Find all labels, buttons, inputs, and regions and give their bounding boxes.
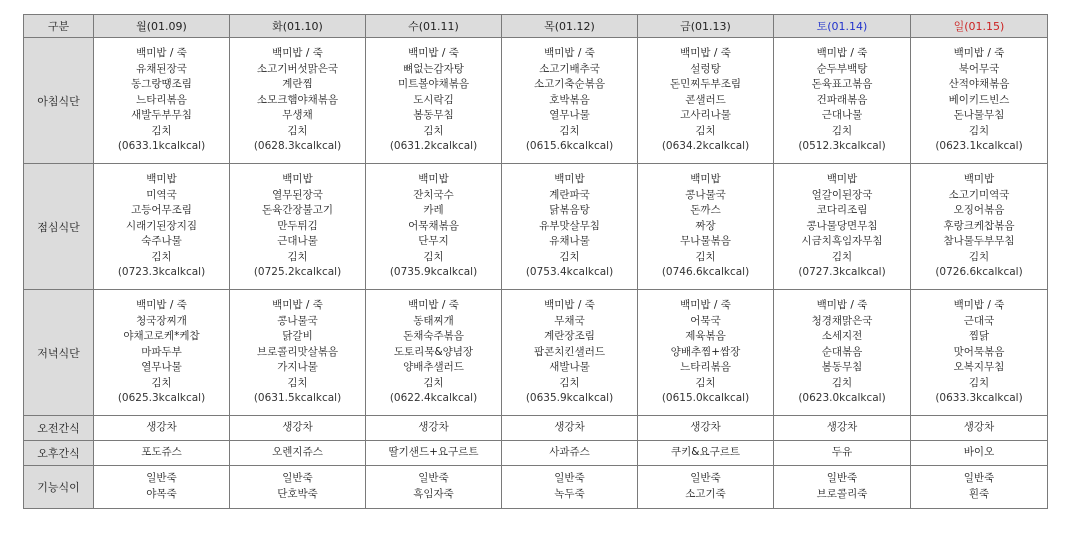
menu-item: 열무나물 xyxy=(549,109,590,122)
menu-item: 김치 xyxy=(423,250,444,263)
row-label: 점심식단 xyxy=(24,164,94,290)
menu-item: 김치 xyxy=(695,124,716,137)
menu-item: 녹두죽 xyxy=(554,488,585,500)
menu-item: 느타리볶음 xyxy=(136,93,187,106)
menu-item: 백미밥 / 죽 xyxy=(408,298,459,311)
calorie-text: (0725.2kcalkcal) xyxy=(253,266,342,279)
menu-cell xyxy=(638,164,774,290)
menu-cell xyxy=(911,441,1048,466)
menu-item: 마파두부 xyxy=(141,345,182,358)
menu-item: 백미밥 / 죽 xyxy=(136,298,187,311)
menu-item: 뼈없는감자탕 xyxy=(403,62,464,75)
menu-cell xyxy=(638,38,774,164)
calorie-text: (0727.3kcalkcal) xyxy=(798,266,886,279)
menu-item: 백미밥 xyxy=(690,172,721,185)
menu-item: 호박볶음 xyxy=(549,93,590,106)
menu-cell xyxy=(911,416,1048,441)
menu-cell xyxy=(502,416,638,441)
calorie-text: (0633.3kcalkcal) xyxy=(935,392,1023,405)
menu-item: 사과쥬스 xyxy=(549,446,590,459)
menu-cell xyxy=(94,466,230,509)
menu-cell xyxy=(94,164,230,290)
menu-item: 생강차 xyxy=(282,421,313,434)
menu-item: 김치 xyxy=(831,124,853,137)
menu-item: 김치 xyxy=(559,124,580,137)
menu-cell xyxy=(638,466,774,509)
calorie-text: (0631.2kcalkcal) xyxy=(389,140,478,153)
menu-item: 백미밥 / 죽 xyxy=(680,46,731,59)
menu-item: 흑임자죽 xyxy=(413,488,454,500)
calorie-text: (0628.3kcalkcal) xyxy=(253,140,342,153)
menu-cell xyxy=(774,466,911,509)
menu-item: 백미밥 / 죽 xyxy=(953,298,1005,311)
menu-item: 생강차 xyxy=(554,421,585,434)
menu-cell xyxy=(502,164,638,290)
menu-item: 브로콜리죽 xyxy=(816,488,868,500)
category-header: 구분 xyxy=(24,15,94,38)
menu-item: 김치 xyxy=(831,250,853,263)
menu-item: 오렌지쥬스 xyxy=(272,446,323,459)
menu-item: 카레 xyxy=(423,204,444,217)
menu-item: 짜장 xyxy=(695,219,716,232)
menu-item: 돈까스 xyxy=(690,204,721,217)
menu-item: 브로콜리맛살볶음 xyxy=(256,345,339,358)
menu-item: 건파래볶음 xyxy=(816,93,868,106)
menu-item: 백미밥 xyxy=(282,172,313,185)
menu-item: 백미밥 xyxy=(554,172,585,185)
calorie-text: (0615.0kcalkcal) xyxy=(661,392,750,405)
row-meal-1 xyxy=(24,164,1048,290)
menu-item: 시래기된장지짐 xyxy=(125,219,197,232)
calorie-text: (0726.6kcalkcal) xyxy=(935,266,1023,279)
row-label: 저녁식단 xyxy=(24,290,94,416)
menu-item: 김치 xyxy=(423,376,444,389)
table-body xyxy=(24,38,1048,509)
menu-cell xyxy=(366,290,502,416)
menu-item: 양배추찜+쌈장 xyxy=(670,345,741,358)
menu-item: 두유 xyxy=(831,446,853,459)
menu-item: 돈육표고볶음 xyxy=(811,78,873,91)
menu-item: 돈민찌두부조림 xyxy=(669,78,741,91)
menu-item: 백미밥 / 죽 xyxy=(544,46,595,59)
menu-item: 백미밥 / 죽 xyxy=(544,298,595,311)
calorie-text: (0735.9kcalkcal) xyxy=(389,266,478,279)
menu-item: 김치 xyxy=(559,250,580,263)
calorie-text: (0631.5kcalkcal) xyxy=(253,392,342,405)
menu-item: 무채국 xyxy=(554,314,585,327)
menu-item: 돈육간장불고기 xyxy=(261,204,333,217)
menu-item: 생강차 xyxy=(963,421,995,434)
menu-item: 청국장찌개 xyxy=(136,314,187,327)
menu-item: 잔치국수 xyxy=(413,188,454,201)
menu-cell xyxy=(638,290,774,416)
menu-cell xyxy=(230,466,366,509)
menu-item: 계란파국 xyxy=(549,188,590,201)
menu-item: 백미밥 xyxy=(963,172,995,185)
menu-item: 콩나물당면무침 xyxy=(806,219,878,232)
menu-item: 무나물볶음 xyxy=(680,235,731,248)
menu-item: 딸기샌드+요구르트 xyxy=(388,446,479,459)
menu-item: 김치 xyxy=(695,376,716,389)
menu-item: 무생채 xyxy=(282,109,313,122)
menu-item: 봄동무침 xyxy=(821,361,863,374)
row-snack-4 xyxy=(24,441,1048,466)
menu-item: 얼갈이된장국 xyxy=(811,188,873,201)
menu-item: 동태찌개 xyxy=(413,314,454,327)
menu-item: 단무지 xyxy=(418,235,449,248)
menu-item: 순두부백탕 xyxy=(816,62,868,75)
menu-cell xyxy=(911,164,1048,290)
menu-item: 백미밥 / 죽 xyxy=(272,298,323,311)
menu-item: 닭볶음탕 xyxy=(549,204,590,217)
menu-cell xyxy=(774,290,911,416)
menu-item: 코다리조림 xyxy=(816,204,868,217)
calorie-text: (0615.6kcalkcal) xyxy=(525,140,614,153)
menu-item: 백미밥 / 죽 xyxy=(136,46,187,59)
calorie-text: (0623.1kcalkcal) xyxy=(935,140,1023,153)
menu-item: 생강차 xyxy=(418,421,449,434)
menu-item: 일반죽 xyxy=(826,472,858,485)
menu-item: 백미밥 / 죽 xyxy=(272,46,323,59)
menu-item: 만두튀김 xyxy=(277,219,318,232)
menu-item: 소고기미역국 xyxy=(948,188,1010,201)
menu-item: 야채고로케*케찹 xyxy=(123,330,200,343)
menu-item: 베이키드빈스 xyxy=(948,93,1010,106)
menu-cell xyxy=(774,416,911,441)
menu-item: 고등어무조림 xyxy=(131,204,192,217)
menu-item: 김치 xyxy=(287,250,308,263)
menu-item: 시금치흑임자무침 xyxy=(801,235,883,248)
menu-item: 소세지전 xyxy=(821,330,863,343)
menu-item: 열무나물 xyxy=(141,361,182,374)
day-header-4: 금(01.13) xyxy=(638,15,774,38)
calorie-text: (0723.3kcalkcal) xyxy=(117,266,206,279)
menu-cell xyxy=(94,290,230,416)
menu-item: 백미밥 xyxy=(418,172,449,185)
row-meal-0 xyxy=(24,38,1048,164)
menu-item: 북어무국 xyxy=(958,62,1000,75)
menu-item: 유채된장국 xyxy=(136,62,187,75)
calorie-text: (0635.9kcalkcal) xyxy=(525,392,614,405)
menu-item: 산적야채볶음 xyxy=(948,78,1010,91)
menu-item: 백미밥 xyxy=(146,172,177,185)
calorie-text: (0746.6kcalkcal) xyxy=(661,266,750,279)
menu-cell xyxy=(94,416,230,441)
menu-item: 김치 xyxy=(287,124,308,137)
menu-item: 어묵국 xyxy=(690,314,721,327)
menu-item: 제육볶음 xyxy=(685,330,726,343)
day-header-1: 화(01.10) xyxy=(230,15,366,38)
row-meal-2 xyxy=(24,290,1048,416)
calorie-text: (0622.4kcalkcal) xyxy=(389,392,478,405)
menu-cell xyxy=(774,38,911,164)
menu-item: 백미밥 / 죽 xyxy=(680,298,731,311)
menu-item: 근대국 xyxy=(963,314,995,327)
day-header-3: 목(01.12) xyxy=(502,15,638,38)
menu-item: 생강차 xyxy=(826,421,858,434)
menu-item: 일반죽 xyxy=(554,472,585,485)
menu-item: 가지나물 xyxy=(277,361,318,374)
menu-item: 김치 xyxy=(287,376,308,389)
menu-cell xyxy=(774,441,911,466)
menu-item: 양배추샐러드 xyxy=(403,361,464,374)
menu-cell xyxy=(230,38,366,164)
menu-item: 유채나물 xyxy=(549,235,590,248)
menu-item: 봄동무침 xyxy=(413,109,454,122)
menu-item: 설렁탕 xyxy=(690,62,721,75)
menu-item: 닭갈비 xyxy=(282,330,313,343)
menu-item: 백미밥 / 죽 xyxy=(816,46,868,59)
menu-item: 청경채맑은국 xyxy=(811,314,873,327)
menu-item: 김치 xyxy=(151,250,172,263)
menu-cell xyxy=(774,164,911,290)
menu-item: 일반죽 xyxy=(690,472,721,485)
menu-cell xyxy=(366,466,502,509)
menu-cell xyxy=(911,466,1048,509)
menu-cell xyxy=(230,164,366,290)
menu-item: 콘샐러드 xyxy=(685,93,726,106)
day-header-6: 일(01.15) xyxy=(911,15,1048,38)
menu-item: 어묵채볶음 xyxy=(408,219,459,232)
menu-item: 소고기죽 xyxy=(685,488,726,500)
menu-item: 야목죽 xyxy=(146,488,177,500)
menu-item: 도시락김 xyxy=(413,93,454,106)
day-header-0: 월(01.09) xyxy=(94,15,230,38)
menu-cell xyxy=(638,416,774,441)
menu-item: 근대나물 xyxy=(277,235,318,248)
menu-item: 김치 xyxy=(151,376,172,389)
header-row xyxy=(24,15,1048,38)
menu-item: 생강차 xyxy=(146,421,177,434)
menu-item: 유부맛살무침 xyxy=(539,219,600,232)
calorie-text: (0753.4kcalkcal) xyxy=(525,266,614,279)
row-func-5 xyxy=(24,466,1048,509)
menu-item: 참나물두부무침 xyxy=(943,235,1015,248)
menu-item: 계란장조림 xyxy=(544,330,595,343)
menu-item: 일반죽 xyxy=(418,472,449,485)
menu-item: 백미밥 / 죽 xyxy=(408,46,459,59)
menu-item: 바이오 xyxy=(963,446,995,459)
menu-item: 미트볼야채볶음 xyxy=(397,78,469,91)
menu-item: 소고기축순볶음 xyxy=(533,78,605,91)
menu-item: 오징어볶음 xyxy=(953,204,1005,217)
menu-item: 일반죽 xyxy=(282,472,313,485)
menu-item: 돈채숙주볶음 xyxy=(403,330,464,343)
row-label: 기능식이 xyxy=(24,466,94,509)
menu-cell xyxy=(94,441,230,466)
menu-item: 팝콘치킨샐러드 xyxy=(533,345,605,358)
menu-cell xyxy=(366,416,502,441)
menu-item: 근대나물 xyxy=(821,109,863,122)
menu-item: 새발나물 xyxy=(549,361,590,374)
menu-item: 일반죽 xyxy=(963,472,995,485)
menu-item: 콩나물국 xyxy=(685,188,726,201)
menu-item: 포도쥬스 xyxy=(141,446,182,459)
menu-item: 백미밥 / 죽 xyxy=(953,46,1005,59)
menu-item: 콩나물국 xyxy=(277,314,318,327)
row-label: 오후간식 xyxy=(24,441,94,466)
menu-item: 동그랑땡조림 xyxy=(131,78,192,91)
menu-item: 순대볶음 xyxy=(821,345,863,358)
menu-cell xyxy=(366,441,502,466)
day-header-5: 토(01.14) xyxy=(774,15,911,38)
menu-item: 김치 xyxy=(695,250,716,263)
menu-item: 새발두부무침 xyxy=(131,109,192,122)
menu-item: 돈나물무침 xyxy=(953,109,1005,122)
menu-cell xyxy=(230,290,366,416)
day-header-2: 수(01.11) xyxy=(366,15,502,38)
calorie-text: (0625.3kcalkcal) xyxy=(117,392,206,405)
menu-cell xyxy=(911,290,1048,416)
menu-cell xyxy=(230,416,366,441)
menu-item: 김치 xyxy=(831,376,853,389)
menu-item: 김치 xyxy=(968,250,990,263)
menu-item: 백미밥 xyxy=(826,172,858,185)
menu-item: 계란찜 xyxy=(282,78,313,91)
menu-item: 소모크햄야채볶음 xyxy=(256,93,339,106)
menu-cell xyxy=(502,441,638,466)
menu-cell xyxy=(502,290,638,416)
menu-cell xyxy=(911,38,1048,164)
menu-item: 찜닭 xyxy=(968,330,990,343)
menu-cell xyxy=(94,38,230,164)
menu-item: 생강차 xyxy=(690,421,721,434)
menu-item: 숙주나물 xyxy=(141,235,182,248)
row-label: 오전간식 xyxy=(24,416,94,441)
row-label: 아침식단 xyxy=(24,38,94,164)
menu-item: 오복지무침 xyxy=(953,361,1005,374)
menu-item: 김치 xyxy=(423,124,444,137)
menu-item: 도토리묵&양념장 xyxy=(393,345,474,358)
row-snack-3 xyxy=(24,416,1048,441)
menu-item: 느타리볶음 xyxy=(680,361,731,374)
menu-item: 후랑크케찹볶음 xyxy=(943,219,1015,232)
menu-item: 소고기버섯맑은국 xyxy=(256,62,339,75)
menu-cell xyxy=(502,38,638,164)
menu-cell xyxy=(366,38,502,164)
menu-item: 백미밥 / 죽 xyxy=(816,298,868,311)
calorie-text: (0623.0kcalkcal) xyxy=(798,392,886,405)
menu-cell xyxy=(366,164,502,290)
menu-item: 일반죽 xyxy=(146,472,177,485)
menu-item: 소고기배추국 xyxy=(539,62,600,75)
calorie-text: (0634.2kcalkcal) xyxy=(661,140,750,153)
menu-cell xyxy=(638,441,774,466)
menu-item: 김치 xyxy=(151,124,172,137)
menu-item: 미역국 xyxy=(146,188,177,201)
menu-item: 김치 xyxy=(968,376,990,389)
menu-item: 쿠키&요구르트 xyxy=(670,446,741,459)
weekly-menu-table xyxy=(23,14,1048,509)
menu-item: 맛어묵볶음 xyxy=(953,345,1005,358)
calorie-text: (0633.1kcalkcal) xyxy=(117,140,206,153)
menu-item: 김치 xyxy=(968,124,990,137)
menu-item: 고사리나물 xyxy=(680,109,731,122)
menu-cell xyxy=(230,441,366,466)
calorie-text: (0512.3kcalkcal) xyxy=(798,140,886,153)
menu-item: 김치 xyxy=(559,376,580,389)
menu-cell xyxy=(502,466,638,509)
menu-item: 단호박죽 xyxy=(277,488,318,500)
menu-item: 열무된장국 xyxy=(272,188,323,201)
menu-item: 흰죽 xyxy=(968,488,990,500)
